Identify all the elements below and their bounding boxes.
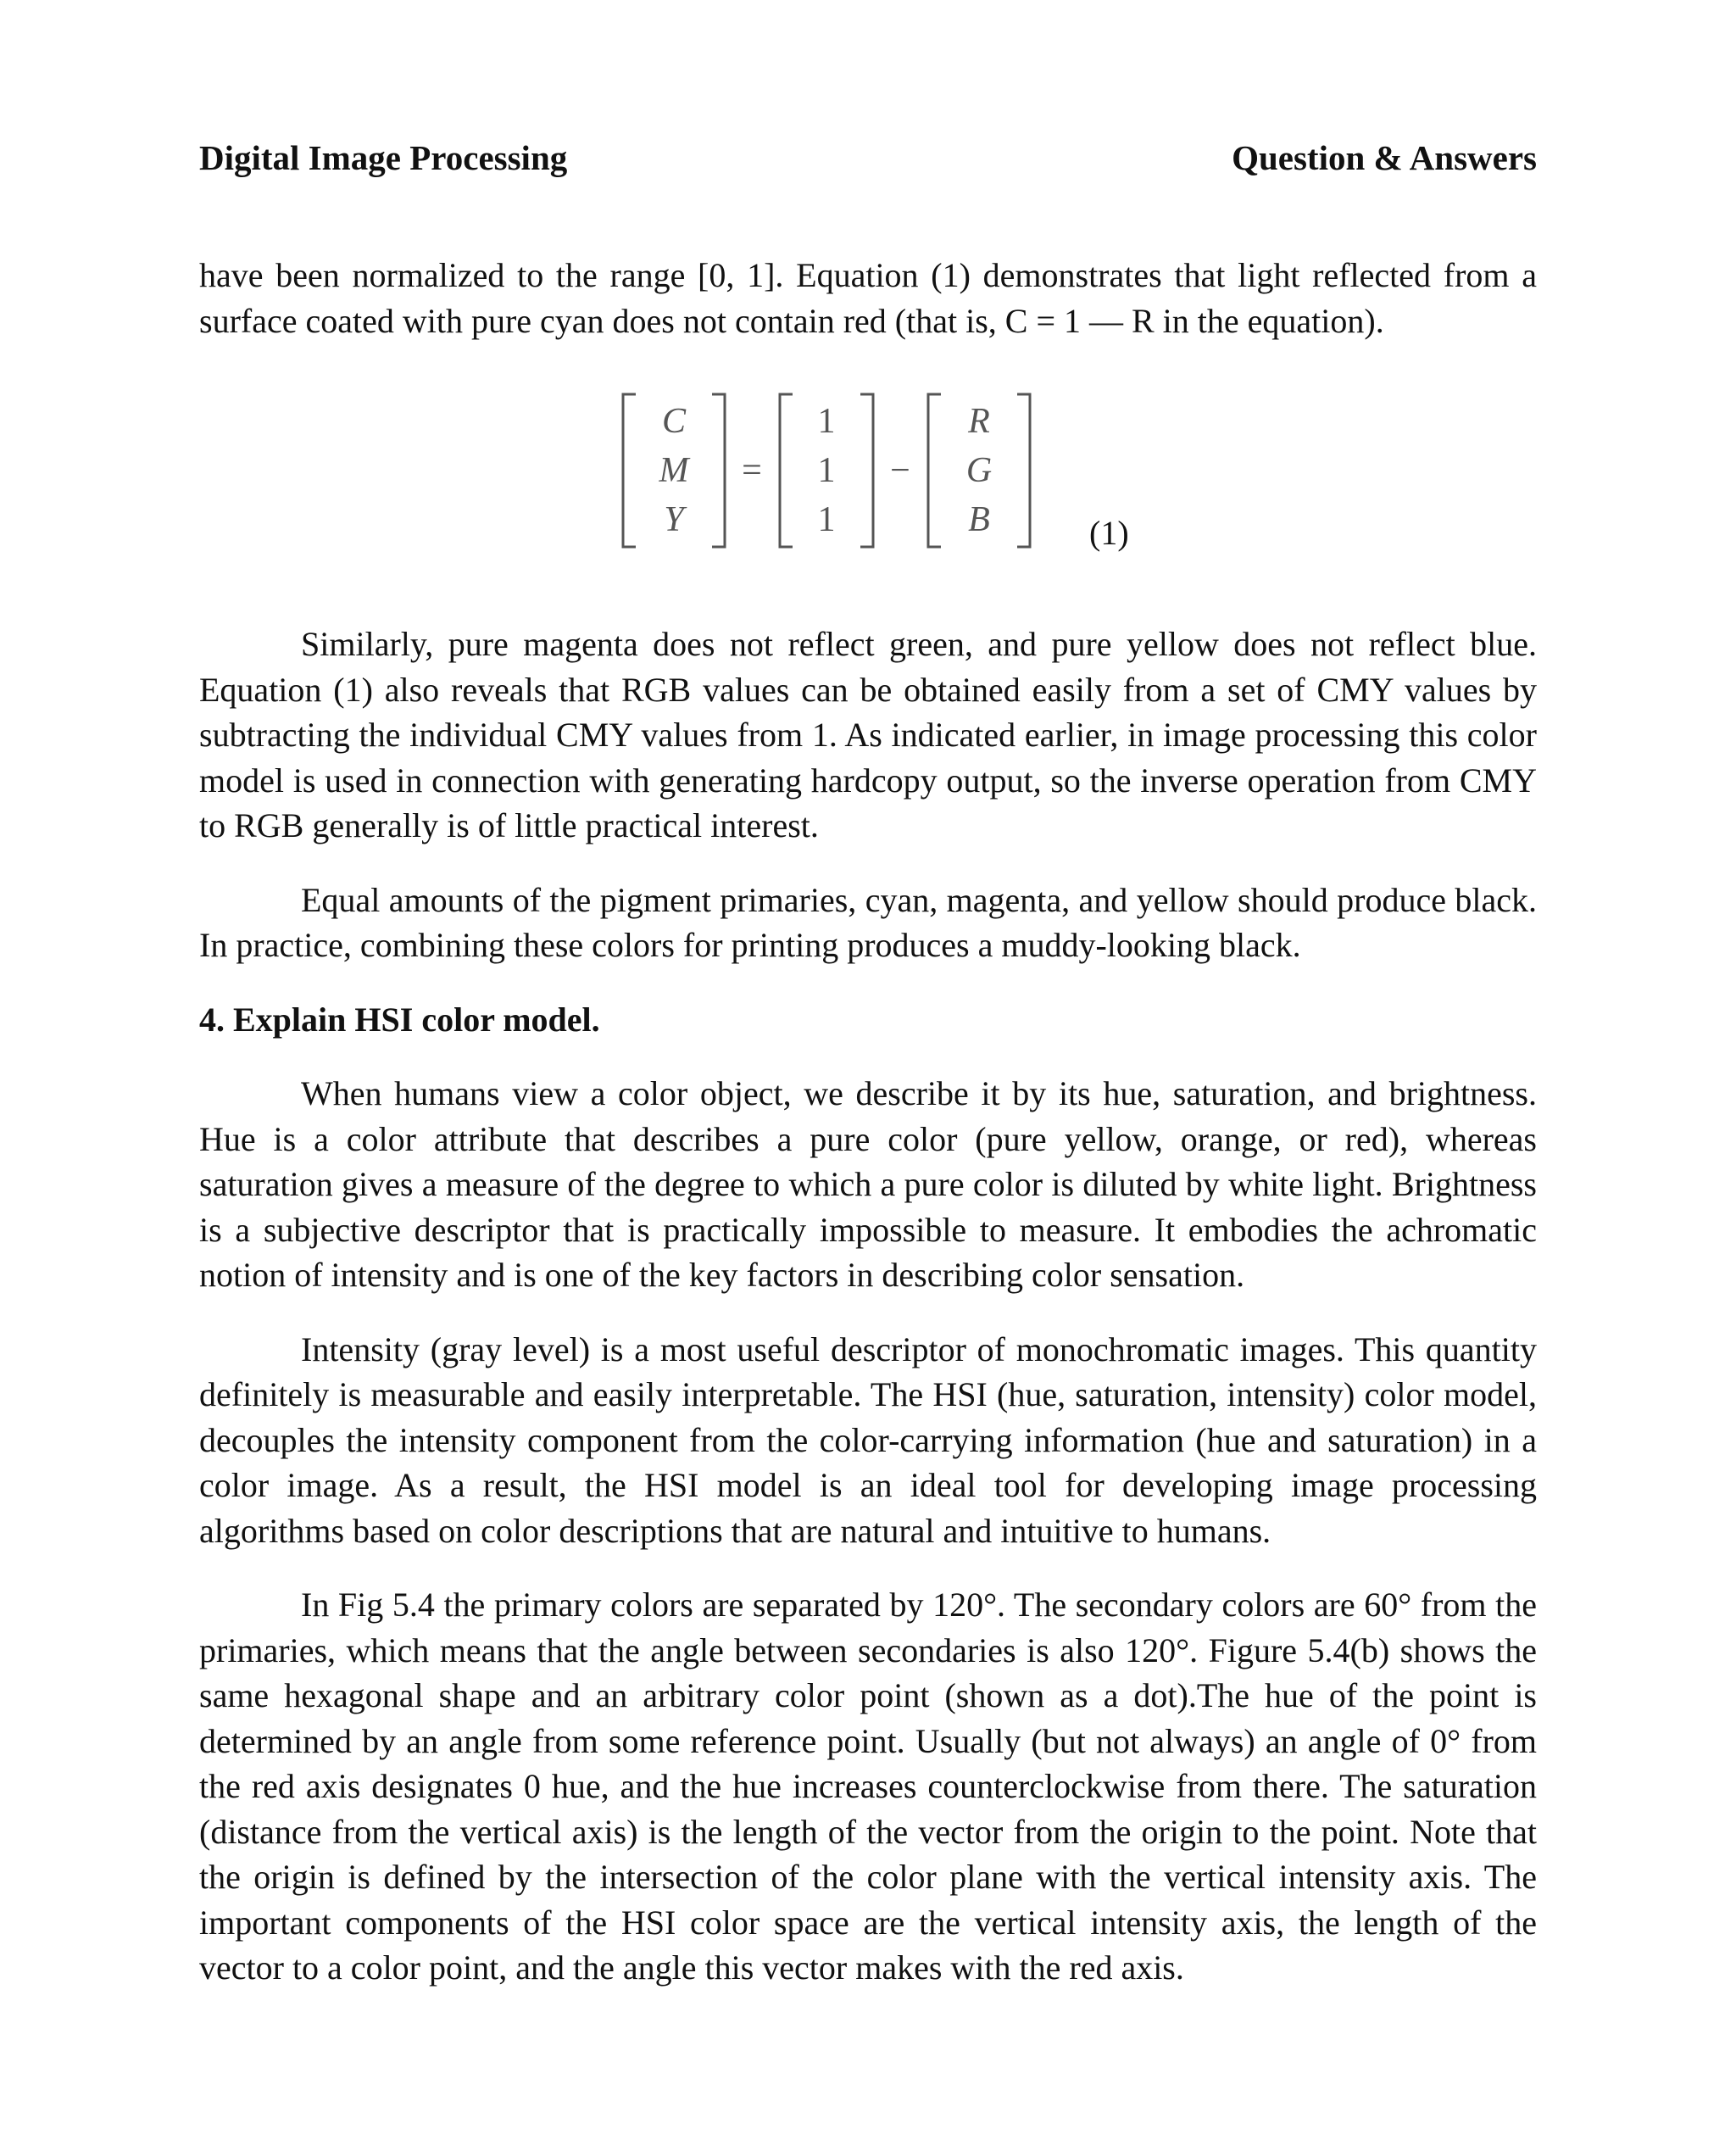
paragraph-1: have been normalized to the range [0, 1]. Equation (1) demonstrates that light reflected from a surface coated with pure cyan does not contain red (that is, C = 1 — R in the equation). (199, 256, 1537, 340)
eq-rhs-g: G (965, 451, 993, 490)
page-content (199, 253, 1537, 1991)
paragraph-3: Equal amounts of the pigment primaries, cyan, magenta, and yellow should produce black. In practice, combining these colors for printing produces a muddy-looking black. (199, 880, 1537, 964)
paragraph-5: Intensity (gray level) is a most useful descriptor of monochromatic images. This quantity definitely is measurable and easily interpretable. The HSI (hue, saturation, intensity) color model, decouples the intensity component from the color-carrying information (hue and saturation) in a color image. As a result, the HSI model is an ideal tool for developing image processing algorithms based on color descriptions that are natural and intuitive to humans. (199, 1329, 1537, 1550)
eq-one-2: 1 (817, 451, 836, 490)
eq-equals: = (742, 451, 762, 490)
paragraph-4: When humans view a color object, we describe it by its hue, saturation, and brightness. Hue is a color attribute that describes a pure color (pure yellow, orange, or red), whereas saturation gives a measure of the degree to which a pure color is diluted by white light. Brightness is a subjective descriptor that is practically impossible to measure. It embodies the achromatic notion of intensity and is one of the key factors in describing color sensation. (199, 1074, 1537, 1294)
eq-lhs-c: C (661, 402, 687, 441)
equation-block (199, 386, 1537, 589)
question-heading: 4. Explain HSI color model. (199, 1000, 600, 1039)
eq-rhs-r: R (968, 402, 990, 441)
eq-minus: − (890, 451, 910, 490)
header-right-title: Question & Answers (1232, 138, 1537, 177)
paragraph-2: Similarly, pure magenta does not reflect green, and pure yellow does not reflect blue. Equation (1) also reveals that RGB values can be obtained easily from a set of CMY values by subtracting the individual CMY values from 1. As indicated earlier, in image processing this color model is used in connection with generating hardcopy output, so the inverse operation from CMY to RGB generally is of little practical interest. (199, 625, 1537, 844)
eq-lhs-y: Y (664, 500, 684, 539)
equation-number: (1) (1089, 514, 1129, 552)
paragraph-6: In Fig 5.4 the primary colors are separated by 120°. The secondary colors are 60° from the primaries, which means that the angle between secondaries is also 120°. Figure 5.4(b) shows the same hexagonal shape and an arbitrary color point (shown as a dot).The hue of the point is determined by an angle from some reference point. Usually (but not always) an angle of 0° from the red axis designates 0 hue, and the hue increases counterclockwise from there. The saturation (distance from the vertical axis) is the length of the vector from the origin to the point. Note that the origin is defined by the intersection of the color plane with the vertical intensity axis. The important components of the HSI color space are the vertical intensity axis, the length of the vector to a color point, and the angle this vector makes with the red axis. (199, 1586, 1537, 1987)
eq-rhs-b: B (968, 500, 990, 539)
page-header (199, 136, 1537, 180)
eq-lhs-m: M (659, 451, 689, 490)
header-left-title: Digital Image Processing (199, 138, 568, 177)
eq-one-3: 1 (817, 500, 836, 539)
eq-one-1: 1 (817, 402, 836, 441)
